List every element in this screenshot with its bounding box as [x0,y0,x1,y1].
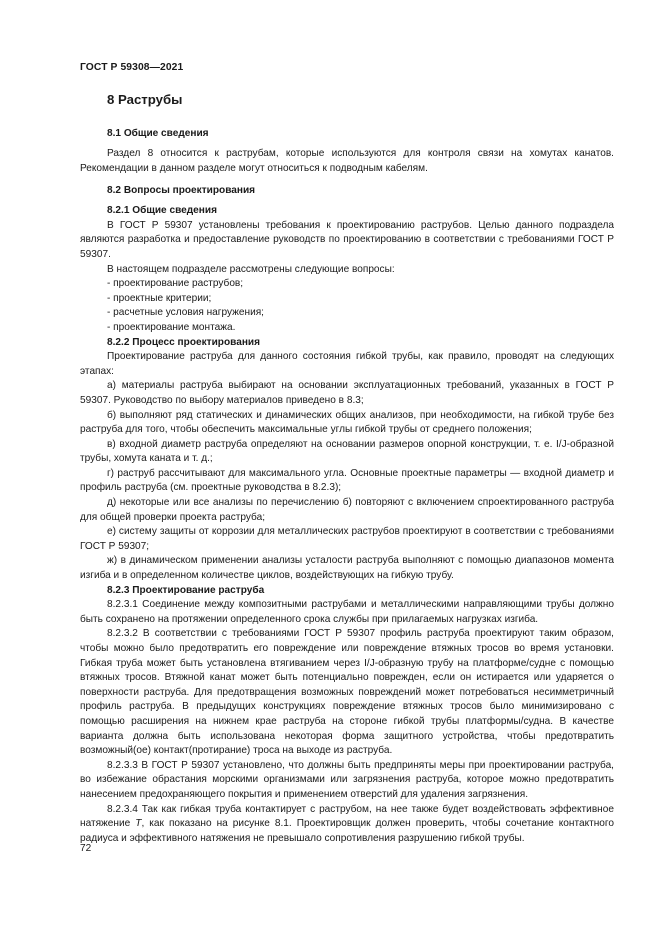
list-item: - проектные критерии; [107,292,212,304]
paragraph-8-2-2-zh: ж) в динамическом применении анализы усталости раструба выполняют с помощью диапазонов момента изгиба и в определенном количестве циклов, воздействующих на гибкую трубу. [80,555,614,582]
paragraph-8-2-1-b: В настоящем подразделе рассмотрены следующие вопросы: [107,263,395,275]
paragraph-8-2-3-2: 8.2.3.2 В соответствии с требованиями ГОСТ Р 59307 профиль раструба проектируют таким образом, чтобы можно было предотвратить его повреждение или повреждение втяжных тросов во время установки. Гибкая труба может быть установлена втягиванием через I/J-образную трубу на платформе/судне с помощью втяжных тросов. Втяжной канат может быть потенциально поврежден, если он истирается или ударяется о поверхности раструба. Для предотвращения возможных повреждений может потребоваться несимметричный профиль раструба. В предыдущих конструкциях повреждение втяжных тросов было минимизировано с помощью расширения на нижнем крае раструба на стороне гибкой трубы платформы/судна. В качестве варианта должна быть использована некоторая форма защитного устройства, чтобы предотвратить возможный(ое) контакт(протирание) троса на выходе из раструба. [80,628,614,757]
paragraph-8-2-3-4 [80,803,614,847]
section-title: 8 Раструбы [107,92,183,107]
paragraph-8-2-2-intro: Проектирование раструба для данного состояния гибкой трубы, как правило, проводят на следующих этапах: [80,351,614,377]
paragraph-8-2-1-a: В ГОСТ Р 59307 установлены требования к проектированию раструбов. Целью данного подраздела являются разработка и предоставление руководств по проектированию в соответствии с требованиями ГОСТ Р 59307. [80,219,614,260]
list-item: - проектирование раструбов; [107,278,244,290]
page-body [80,91,614,846]
paragraph-text: 8.2.3.4 Так как гибкая труба контактирует с раструбом, на нее также будет воздействовать эффективное натяжение [80,803,614,830]
paragraph-text: , как показано на рисунке 8.1. Проектировщик должен проверить, чтобы сочетание контактного радиуса и эффективного натяжения не превышало сопротивления разрушению гибкой трубы. [80,818,614,844]
paragraph-8-2-2-a: а) материалы раструба выбирают на основании эксплуатационных требований, указанных в ГОСТ Р 59307. Руководство по выбору материалов приведено в 8.3; [80,380,614,406]
paragraph-8-2-2-e: е) систему защиты от коррозии для металлических раструбов проектируют в соответствии с требованиями ГОСТ Р 59307; [80,526,614,552]
paragraph-8-2-2-g: г) раструб рассчитывают для максимального угла. Основные проектные параметры — входной диаметр и профиль раструба (см. проектные руководства в 8.2.3); [80,467,614,494]
page-number: 72 [80,843,92,854]
subsection-title-8-1: 8.1 Общие сведения [107,128,209,139]
paragraph-8-2-2-d: д) некоторые или все анализы по перечислению б) повторяют с включением спроектированного раструба для общей проверки проекта раструба; [80,497,614,523]
list-item: - проектирование монтажа. [107,321,236,333]
paragraph-8-1: Раздел 8 относится к раструбам, которые используются для контроля связи на хомутах канатов. Рекомендации в данном разделе могут относиться к подводным кабелям. [80,148,614,174]
subsection-title-8-2-3: 8.2.3 Проектирование раструба [107,584,265,596]
subsection-title-8-2-2: 8.2.2 Процесс проектирования [107,336,261,348]
paragraph-8-2-3-3: 8.2.3.3 В ГОСТ Р 59307 установлено, что должны быть предприняты меры при проектировании раструба, во избежание обрастания морскими организмами или загрязнения раструба, которое можно предотвратить нанесением предохраняющего покрытия и применением отверстий для удаления загрязнения. [80,759,614,800]
list-item: - расчетные условия нагружения; [107,307,264,319]
paragraph-8-2-2-v: в) входной диаметр раструба определяют на основании размеров опорной конструкции, т. е. I/J-образной трубы, хомута каната и т. д.; [80,438,614,465]
tension-symbol: T [135,818,142,830]
subsection-title-8-2: 8.2 Вопросы проектирования [107,185,256,197]
subsection-title-8-2-1: 8.2.1 Общие сведения [107,205,217,217]
paragraph-8-2-3-1: 8.2.3.1 Соединение между композитными раструбами и металлическими направляющими трубы должно быть сохранено на протяжении определенного срока службы при прилагаемых нагрузках изгиба. [80,599,614,625]
paragraph-8-2-2-b: б) выполняют ряд статических и динамических общих анализов, при необходимости, на гибкой трубе без раструба для того, чтобы обеспечить максимальные углы гибкой трубы от среднего положения; [80,409,614,436]
document-header: ГОСТ Р 59308—2021 [80,62,184,73]
